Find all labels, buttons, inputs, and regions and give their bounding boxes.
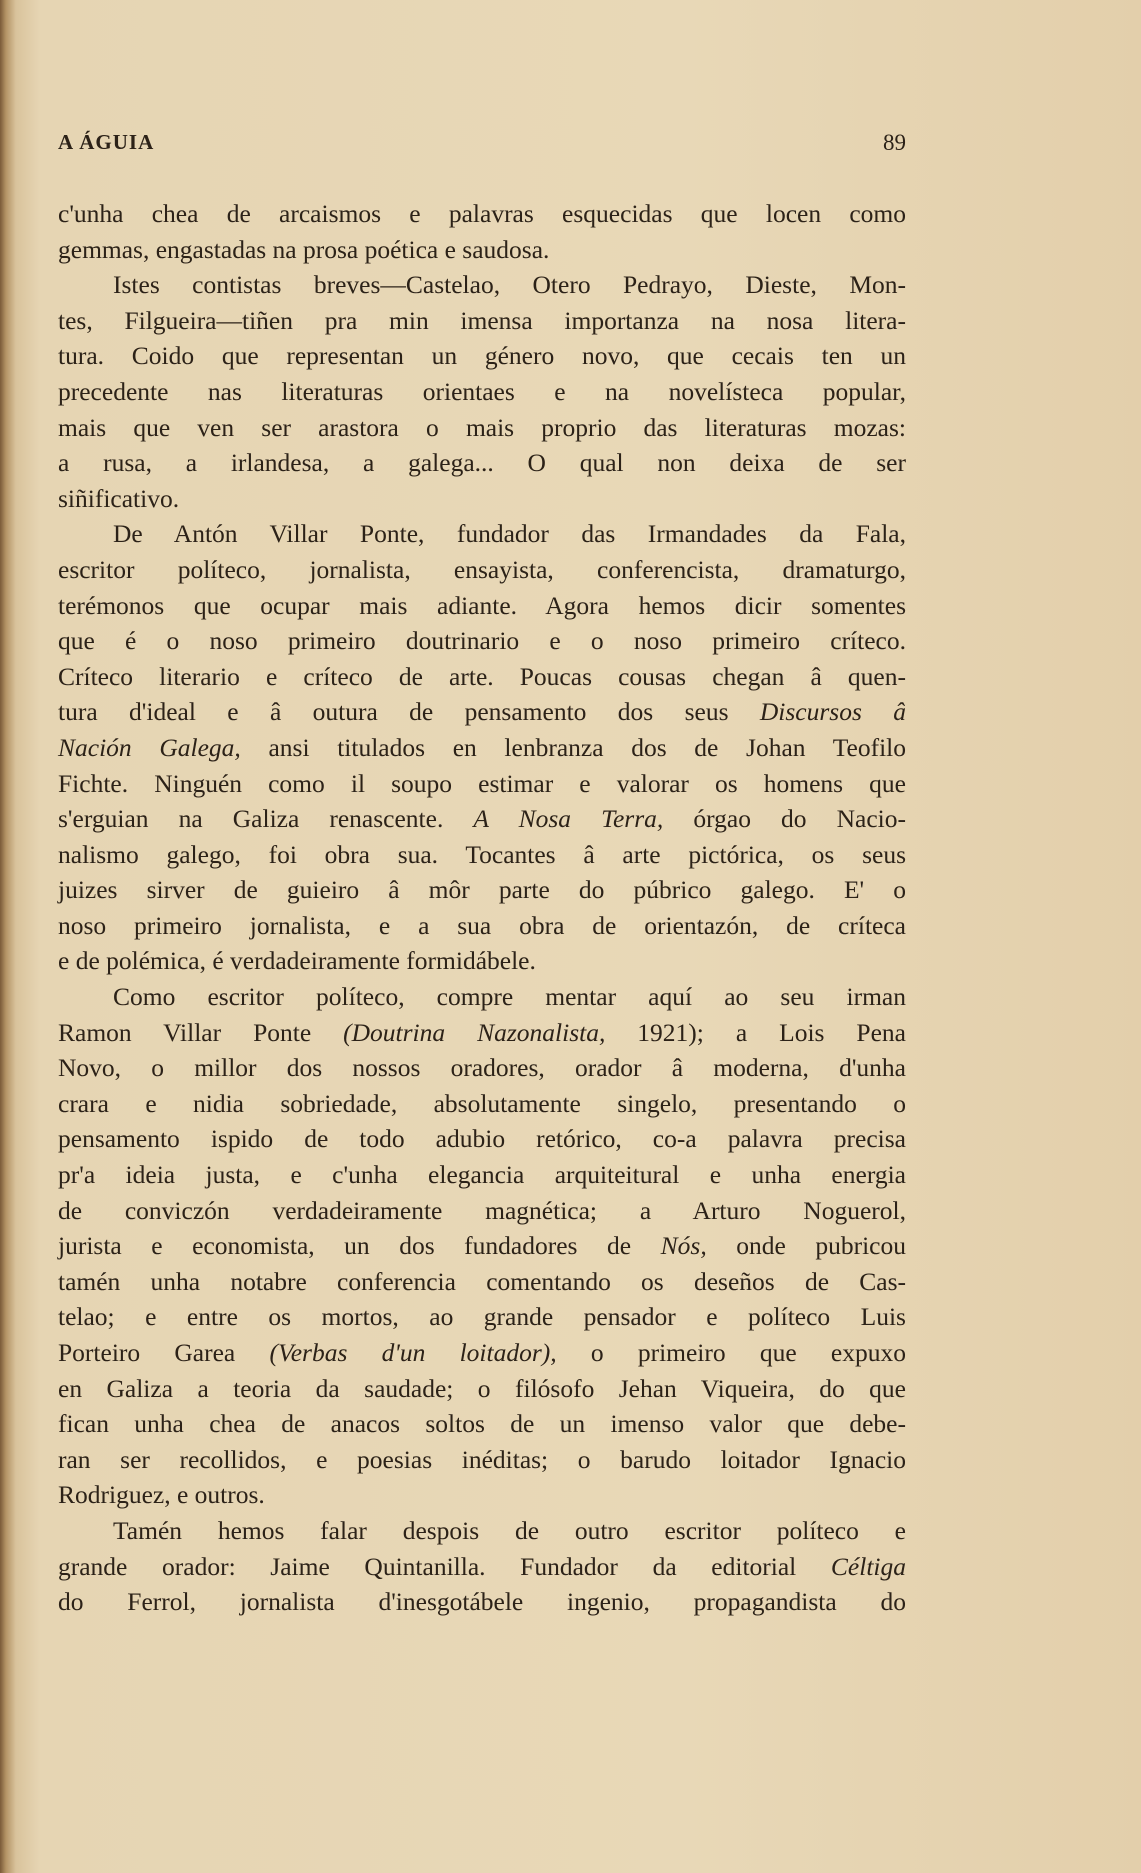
text-line: mais que ven ser arastora o mais proprio das literaturas mozas: [58,412,906,442]
text-line [58,694,906,730]
text-segment: s'erguian na Galiza renascente. [58,804,474,834]
text-segment: Nós, [660,1231,707,1261]
page-number: 89 [883,130,906,155]
text-line: de conviczón verdadeiramente magnética; a Arturo Noguerol, [58,1195,906,1225]
text-line [58,1549,906,1585]
text-line: crara e nidia sobriedade, absolutamente singelo, presentando o [58,1088,906,1118]
text-segment: Ramon Villar Ponte [58,1017,344,1047]
text-segment: Céltiga [830,1551,906,1581]
text-line: ran ser recollidos, e poesias inéditas; o barudo loitador Ignacio [58,1444,906,1474]
text-segment: (Verbas d'un loitador), [269,1338,557,1367]
text-segment: (Doutrina Nazonalista, [343,1017,606,1047]
text-segment: grande orador: Jaime Quintanilla. Fundador da editorial [58,1551,831,1581]
text-line: e de polémica, é verdadeiramente formidábele. [58,946,536,976]
text-line: tura. Coido que representan un género novo, que cecais ten un [58,341,906,371]
text-segment: jurista e economista, un dos fundadores de [58,1231,661,1261]
text-segment: tura d'ideal e â outura de pensamento dos seus [58,697,760,727]
text-line: De Antón Villar Ponte, fundador das Irmandades da Fala, [113,519,906,549]
text-line: Rodriguez, e outros. [58,1480,265,1510]
text-line [58,1228,906,1264]
text-segment: onde pubricou [706,1231,906,1261]
text-line: do Ferrol, jornalista d'inesgotábele ingenio, propagandista do [58,1587,906,1617]
text-line: juizes sirver de guieiro â môr parte do púbrico galego. E' o [58,875,906,905]
text-line: nalismo galego, foi obra sua. Tocantes â arte pictórica, os seus [58,839,906,869]
text-segment: Discursos â [759,697,907,727]
text-line [58,730,906,766]
text-line: pr'a ideia justa, e c'unha elegancia arquiteitural e unha energia [58,1160,906,1190]
text-line: Tamén hemos falar despois de outro escritor políteco e [113,1515,906,1545]
text-line: Istes contistas breves—Castelao, Otero Pedrayo, Dieste, Mon- [113,270,906,300]
running-head: A ÁGUIA [58,130,155,154]
text-line: siñificativo. [58,483,180,513]
text-segment: A Nosa Terra, [473,804,664,834]
text-line: a rusa, a irlandesa, a galega... O qual non deixa de ser [58,448,906,478]
text-segment: o primeiro que expuxo [556,1338,906,1367]
text-line: Fichte. Ninguén como il soupo estimar e valorar os homens que [58,768,906,798]
text-line: en Galiza a teoria da saudade; o filósofo Jehan Viqueira, do que [58,1373,906,1403]
text-line: Como escritor políteco, compre mentar aquí ao seu irman [113,982,906,1012]
text-line: precedente nas literaturas orientaes e na novelísteca popular, [58,376,906,406]
text-line: Novo, o millor dos nossos oradores, orador â moderna, d'unha [58,1053,906,1083]
text-segment: Porteiro Garea [58,1338,270,1367]
text-line: escritor políteco, jornalista, ensayista, conferencista, dramaturgo, [58,554,906,584]
text-line: terémonos que ocupar mais adiante. Agora hemos dicir somentes [58,590,906,620]
text-line: tes, Filgueira—tiñen pra min imensa importanza na nosa litera- [58,305,906,335]
text-line: que é o noso primeiro doutrinario e o noso primeiro críteco. [58,626,906,656]
text-line: Críteco literario e críteco de arte. Poucas cousas chegan â quen- [58,661,906,691]
text-line: tamén unha notabre conferencia comentando os deseños de Cas- [58,1266,906,1296]
text-segment: órgao do Nacio- [663,804,906,834]
text-segment: Nación Galega, [58,732,241,762]
text-segment: ansi titulados en lenbranza dos de Johan Teofilo [240,732,907,762]
text-line: noso primeiro jornalista, e a sua obra de orientazón, de críteca [58,910,906,940]
text-line: pensamento ispido de todo adubio retórico, co-a palavra precisa [58,1124,906,1154]
page-header [58,130,906,160]
text-line [58,1015,906,1051]
text-line: c'unha chea de arcaismos e palavras esquecidas que locen como [58,199,906,228]
text-line: fican unha chea de anacos soltos de un imenso valor que debe- [58,1409,906,1439]
text-line [58,801,906,837]
text-segment: 1921); a Lois Pena [605,1017,906,1047]
text-line [58,1335,906,1371]
text-line: gemmas, engastadas na prosa poética e saudosa. [58,234,550,264]
body-text [58,196,906,1620]
text-line: telao; e entre os mortos, ao grande pensador e políteco Luis [58,1302,906,1332]
